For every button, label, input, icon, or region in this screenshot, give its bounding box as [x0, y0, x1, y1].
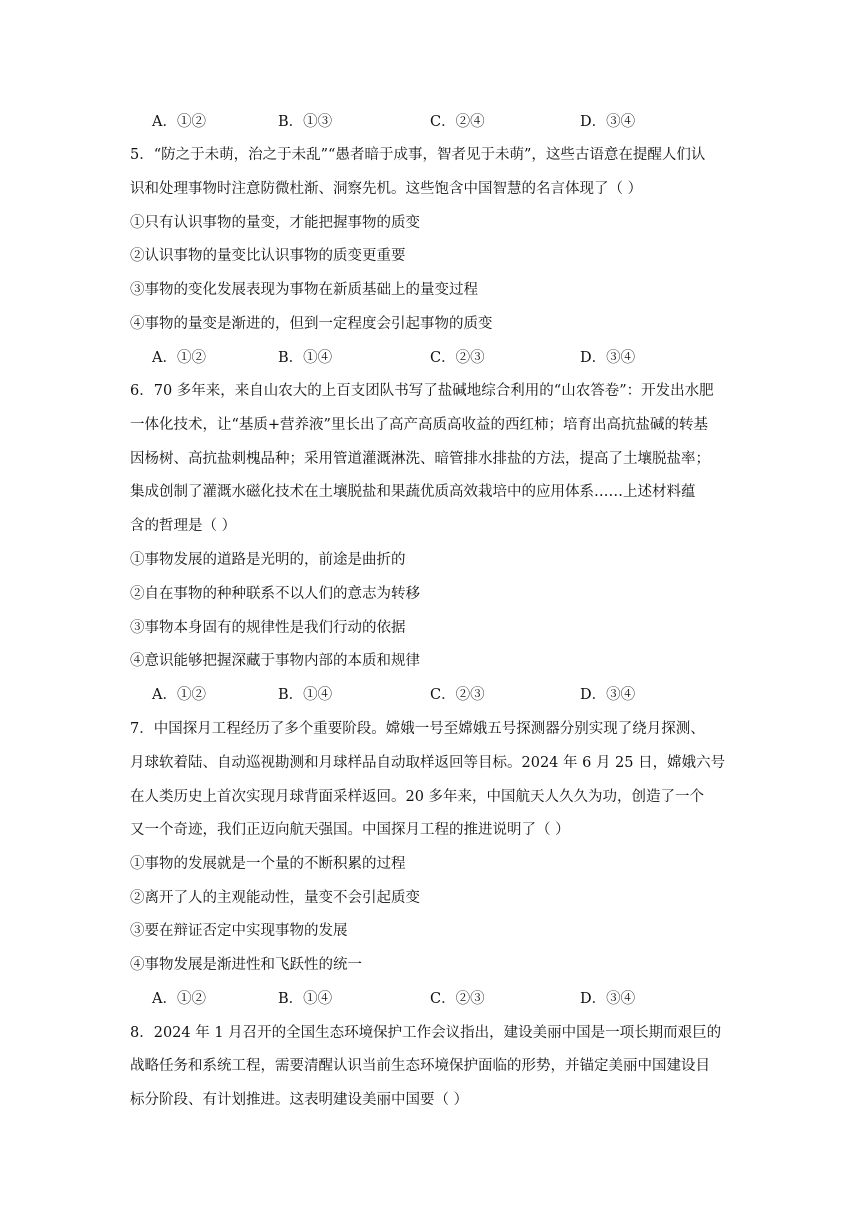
q4-options	[152, 112, 712, 132]
q6-stem-line: 一体化技术，让“基质+营养液”里长出了高产高质高收益的西红柿；培育出高抗盐碱的转基	[130, 417, 708, 433]
q6-option-a[interactable]: A．①②	[152, 687, 206, 703]
q6-option-d[interactable]: D．③④	[580, 687, 636, 703]
q5-stem-line: 识和处理事物时注意防微杜渐、洞察先机。这些饱含中国智慧的名言体现了（ ）	[130, 181, 643, 197]
q5-option-b[interactable]: B．①④	[278, 350, 333, 366]
q7-statement-1: ①事物的发展就是一个量的不断积累的过程	[130, 856, 406, 872]
q5-statement-3: ③事物的变化发展表现为事物在新质基础上的量变过程	[130, 282, 478, 298]
q7-stem-line: 7．中国探月工程经历了多个重要阶段。嫦娥一号至嫦娥五号探测器分别实现了绕月探测、	[130, 721, 705, 737]
q8-stem-line: 8．2024 年 1 月召开的全国生态环境保护工作会议指出，建设美丽中国是一项长期而艰巨的	[130, 1025, 722, 1041]
q6-option-b[interactable]: B．①④	[278, 687, 333, 703]
q7-statement-3: ③要在辩证否定中实现事物的发展	[130, 923, 348, 939]
q4-option-c[interactable]: C．②④	[430, 114, 485, 130]
q7-stem-line: 在人类历史上首次实现月球背面采样返回。20 多年来，中国航天人久久为功，创造了一个	[130, 789, 705, 805]
q5-statement-4: ④事物的量变是渐进的，但到一定程度会引起事物的质变	[130, 316, 493, 332]
q4-option-d[interactable]: D．③④	[580, 114, 636, 130]
q8-stem-line: 战略任务和系统工程，需要清醒认识当前生态环境保护面临的形势，并锚定美丽中国建设目	[130, 1058, 710, 1074]
q5-option-a[interactable]: A．①②	[152, 350, 206, 366]
q6-option-c[interactable]: C．②③	[430, 687, 485, 703]
q7-statement-4: ④事物发展是渐进性和飞跃性的统一	[130, 957, 362, 973]
q6-options	[152, 685, 712, 705]
q4-option-a[interactable]: A．①②	[152, 114, 206, 130]
q4-option-b[interactable]: B．①③	[278, 114, 333, 130]
q6-stem-line: 6．70 多年来，来自山农大的上百支团队书写了盐碱地综合利用的“山农答卷”：开发出水肥	[130, 383, 714, 399]
q7-option-a[interactable]: A．①②	[152, 991, 206, 1007]
q6-stem-line: 集成创制了灌溉水磁化技术在土壤脱盐和果蔬优质高效栽培中的应用体系……上述材料蕴	[130, 484, 696, 500]
q7-option-c[interactable]: C．②③	[430, 991, 485, 1007]
q8-stem-line: 标分阶段、有计划推进。这表明建设美丽中国要（ ）	[130, 1092, 469, 1108]
q7-stem-line: 又一个奇迹，我们正迈向航天强国。中国探月工程的推进说明了（ ）	[130, 822, 570, 838]
q7-options	[152, 989, 712, 1009]
q7-statement-2: ②离开了人的主观能动性，量变不会引起质变	[130, 890, 420, 906]
q7-stem-line: 月球软着陆、自动巡视勘测和月球样品自动取样返回等目标。2024 年 6 月 25 日，嫦娥六号	[130, 755, 726, 771]
q6-statement-2: ②自在事物的种种联系不以人们的意志为转移	[130, 586, 420, 602]
q6-stem-line: 含的哲理是（ ）	[130, 518, 237, 534]
q5-options	[152, 348, 712, 368]
q5-stem-line: 5．“防之于未萌，治之于未乱”“愚者暗于成事，智者见于未萌”，这些古语意在提醒人们认	[130, 147, 706, 163]
q5-statement-1: ①只有认识事物的量变，才能把握事物的质变	[130, 215, 420, 231]
q6-statement-3: ③事物本身固有的规律性是我们行动的依据	[130, 620, 406, 636]
q5-option-d[interactable]: D．③④	[580, 350, 636, 366]
q7-option-b[interactable]: B．①④	[278, 991, 333, 1007]
q5-option-c[interactable]: C．②③	[430, 350, 485, 366]
q6-stem-line: 因杨树、高抗盐刺槐品种；采用管道灌溉淋洗、暗管排水排盐的方法，提高了土壤脱盐率；	[130, 451, 710, 467]
q5-statement-2: ②认识事物的量变比认识事物的质变更重要	[130, 248, 406, 264]
q6-statement-4: ④意识能够把握深藏于事物内部的本质和规律	[130, 653, 420, 669]
q6-statement-1: ①事物发展的道路是光明的，前途是曲折的	[130, 552, 406, 568]
q7-option-d[interactable]: D．③④	[580, 991, 636, 1007]
